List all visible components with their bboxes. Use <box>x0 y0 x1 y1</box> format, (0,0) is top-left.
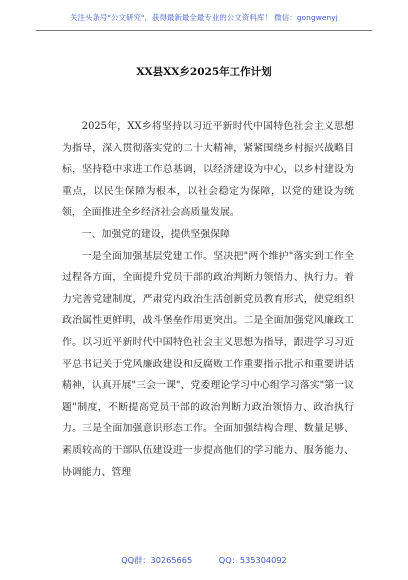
document-title: XX县XX乡2025年工作计划 <box>136 66 272 78</box>
body-paragraph: 一是全面加强基层党建工作。坚决把"两个维护"落实到工作全过程各方面，全面提升党员干部的政治判断力领悟力、执行力。着力完善党建制度，严肃党内政治生活创新党员教育形式，使党组织政治属性更鲜明，战斗堡垒作用更突出。二是全面加强党风廉政工作。以习近平新时代中国特色社会主义思想为指导，跟进学习习近平总书记关于党风廉政建设和反腐败工作重要指示批示和重要讲话精神，认真开展"三会一课"、党委理论学习中心组学习落实"第一议题"制度，不断提高党员干部的政治判断力政治领悟力、政治执行力。三是全面加强意识形态工作。全面加强结构合理、数量足够、素质较高的干部队伍建设进一步提高他们的学习能力、服务能力、协调能力、管理 <box>62 250 354 478</box>
header-banner: 关注头条号"公文研究"，获得最新最全最专业的公文资料库！ 微信：gongwenyj <box>70 13 338 22</box>
document-body <box>62 116 354 483</box>
footer-qq-group: QQ群：30265665 <box>121 555 193 565</box>
section-heading: 一、加强党的建设，提供坚强保障 <box>81 228 230 240</box>
intro-paragraph: 2025年，XX乡将坚持以习近平新时代中国特色社会主义思想为指导，深入贯彻落实党的二十大精神，紧紧围绕乡村振兴战略目标，坚持稳中求进工作总基调，以经济建设为中心，以乡村建设为重点，以民生保障为根本，以社会稳定为保障，以党的建设为统领，全面推进全乡经济社会高质量发展。 <box>62 121 354 219</box>
header-divider <box>36 30 372 31</box>
footer-qq: QQ：535304092 <box>218 555 287 565</box>
footer <box>0 555 408 566</box>
